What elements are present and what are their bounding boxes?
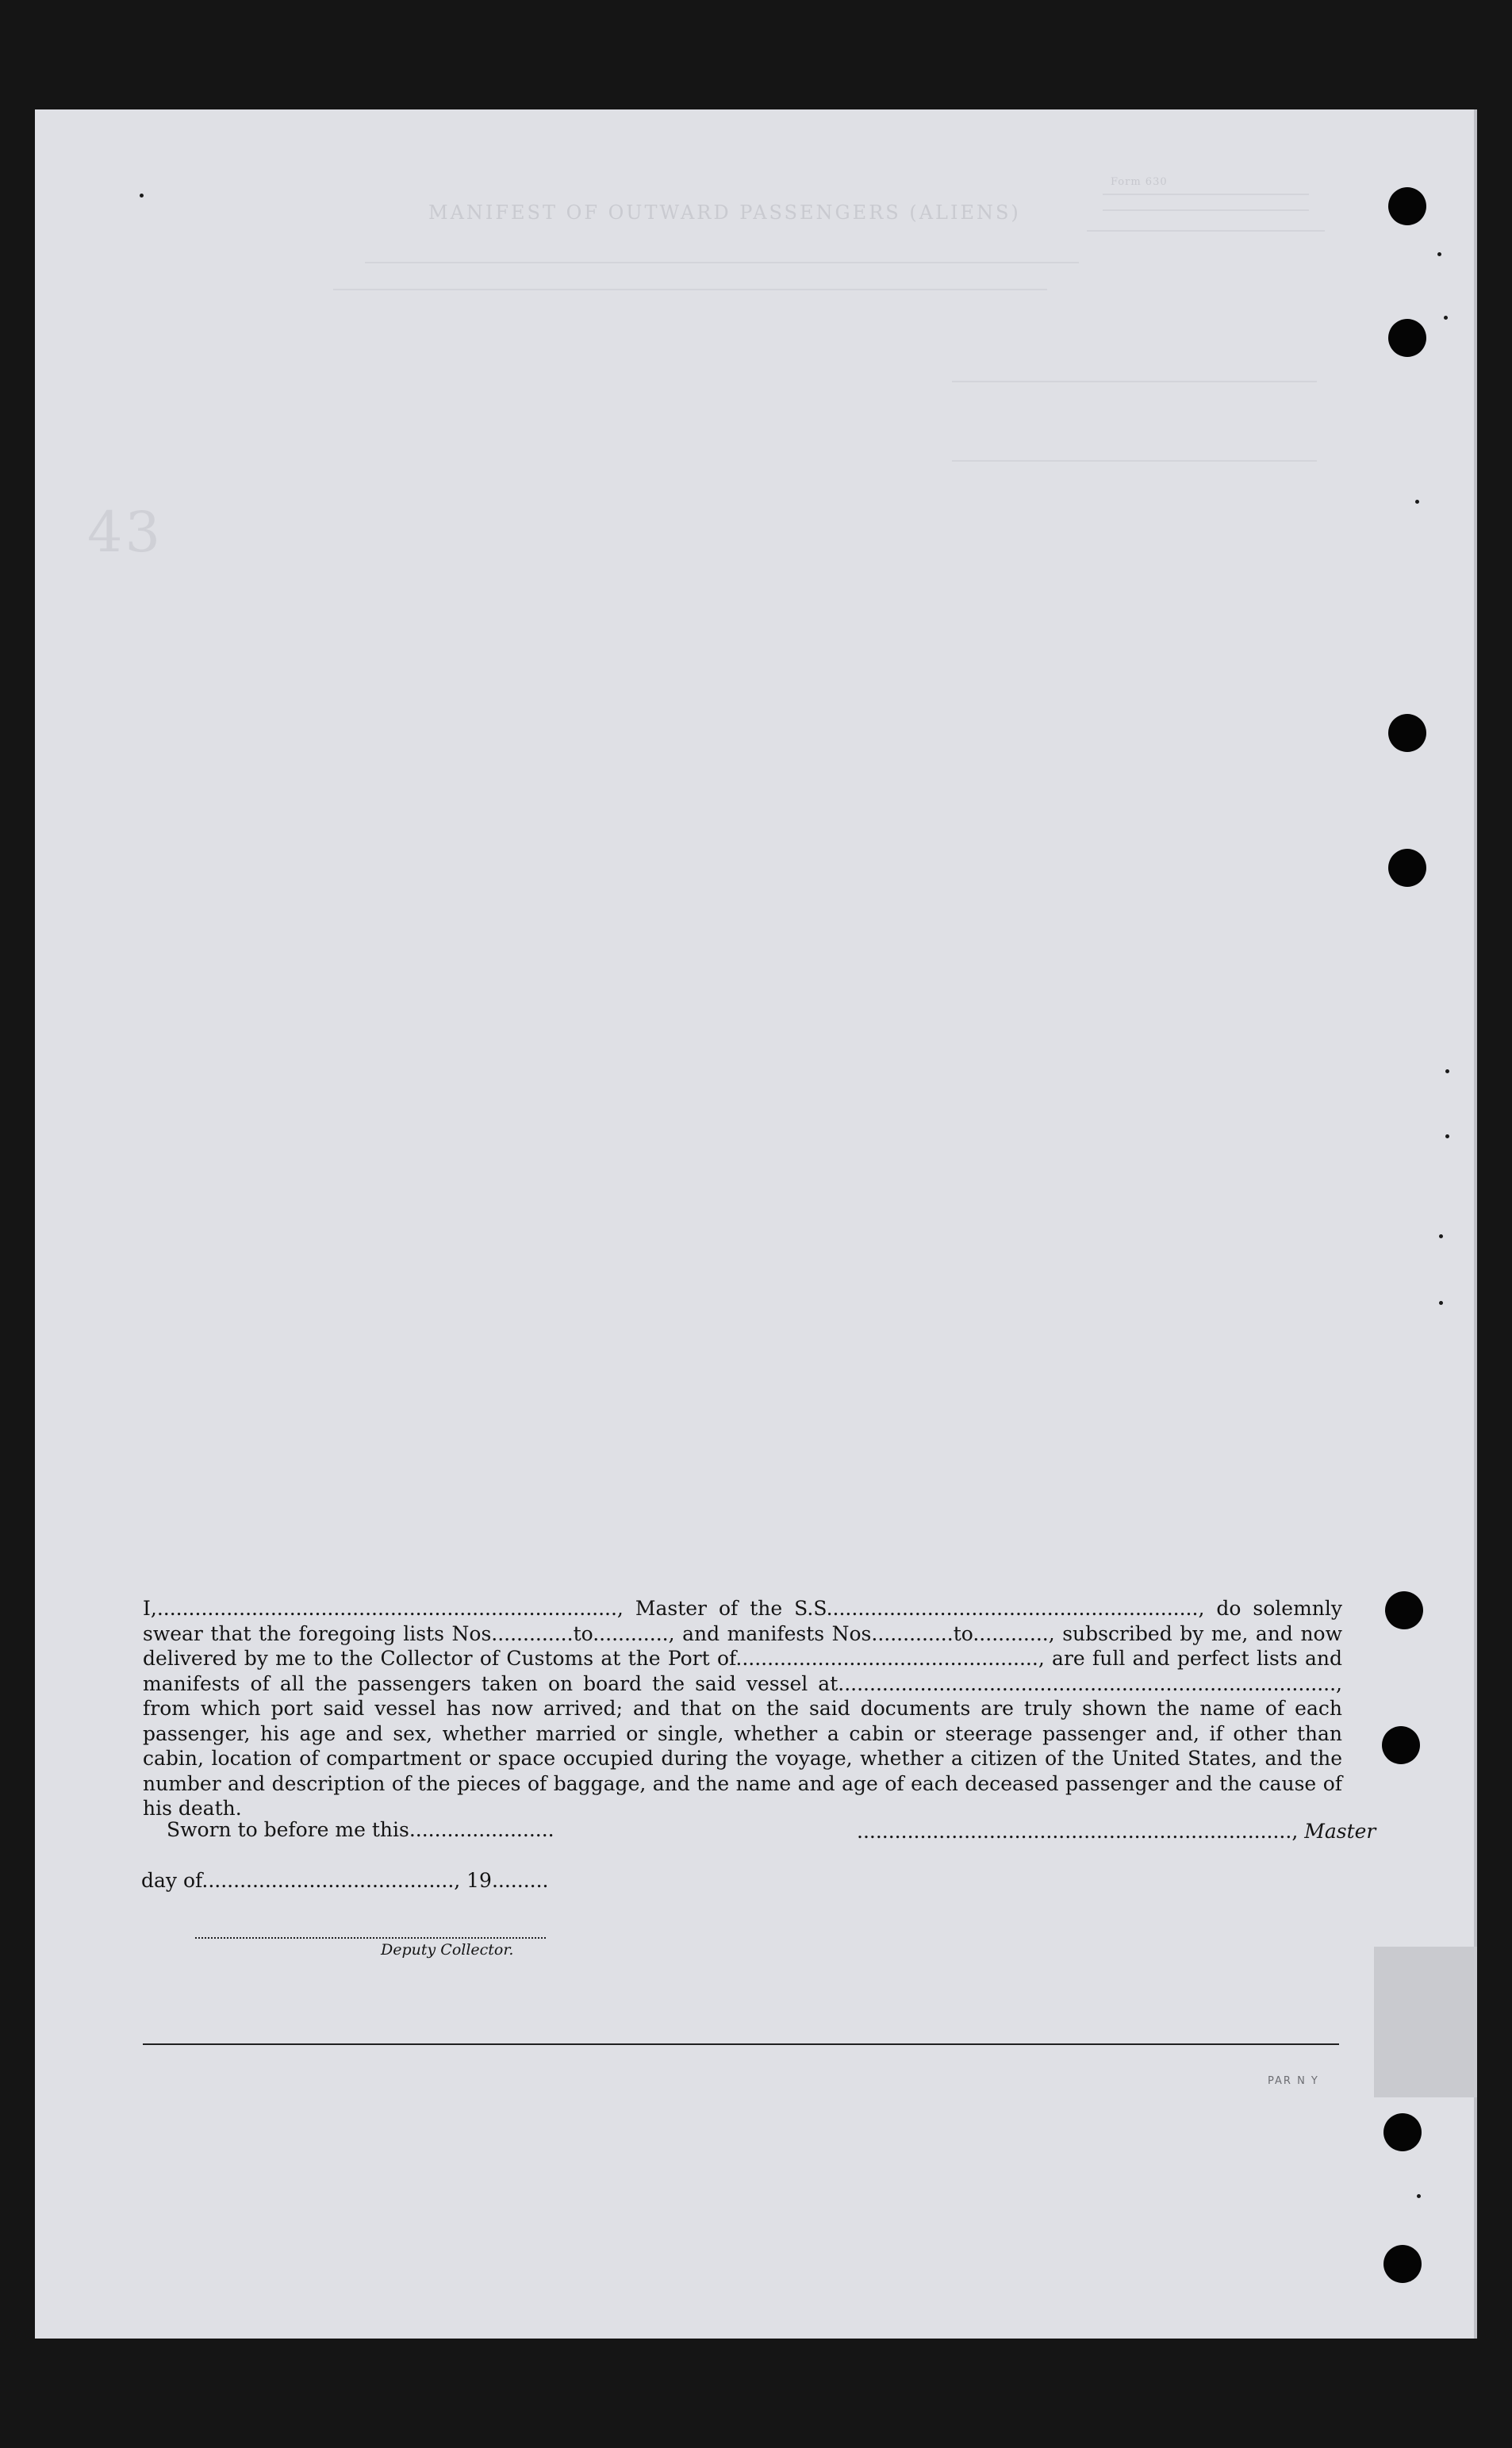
speck	[1439, 1234, 1443, 1238]
punch-hole	[1388, 319, 1426, 357]
sworn-line: Sworn to before me this.......................	[167, 1818, 555, 1841]
master-dots: .....................................................................,	[857, 1820, 1305, 1843]
faded-form-number: Form 630	[1111, 176, 1168, 188]
punch-hole	[1382, 1726, 1420, 1764]
punch-hole	[1388, 187, 1426, 225]
bottom-rule	[143, 2043, 1339, 2045]
manifest-page	[35, 109, 1477, 2339]
faded-form-title: MANIFEST OF OUTWARD PASSENGERS (ALIENS)	[428, 201, 1021, 224]
punch-hole	[1388, 714, 1426, 752]
deputy-signature-line	[195, 1937, 546, 1939]
day-line: day of........................................, 19.........	[141, 1869, 549, 1892]
attached-tab	[1374, 1947, 1477, 2097]
punch-hole	[1385, 1591, 1423, 1629]
speck	[1437, 252, 1441, 256]
punch-hole	[1383, 2245, 1422, 2283]
speck	[1445, 1134, 1449, 1138]
speck	[1417, 2194, 1421, 2198]
punch-hole	[1383, 2113, 1422, 2151]
faded-header-line	[333, 289, 1047, 290]
faded-header-line	[1103, 194, 1309, 195]
printer-mark: PAR N Y	[1268, 2075, 1319, 2087]
speck	[140, 194, 144, 198]
master-label: Master	[1304, 1820, 1376, 1843]
speck	[1444, 316, 1448, 320]
faded-header-line	[1103, 209, 1309, 211]
deputy-collector-label: Deputy Collector.	[381, 1941, 514, 1959]
oath-paragraph: I,........................................................................., Master of the S.S..........................................................., do solemnly swear that the foregoing lists Nos.............to............, and manifests Nos.............to............, subscribed by me, and now delivered by me to the Collector of Customs at the Port of................................................, are full and perfect lists and manifests of all the passengers taken on board the said vessel at..............................................................................., from which port said vessel has now arrived; and that on the said documents are truly shown the name of each passenger, his age and sex, whether married or single, whether a cabin or steerage passenger and, if other than cabin, location of compartment or space occupied during the voyage, whether a citizen of the United States, and the number and description of the pieces of baggage, and the name and age of each deceased passenger and the cause of his death.	[143, 1597, 1342, 1820]
punch-hole	[1388, 849, 1426, 887]
speck	[1445, 1069, 1449, 1073]
faded-header-line	[952, 460, 1317, 462]
faded-header-line	[365, 262, 1079, 263]
faded-page-number: 43	[87, 500, 163, 565]
speck	[1439, 1301, 1443, 1305]
faded-header-line	[1087, 230, 1325, 232]
master-signature-line	[857, 1820, 1376, 1843]
speck	[1415, 500, 1419, 504]
faded-header-line	[952, 381, 1317, 382]
